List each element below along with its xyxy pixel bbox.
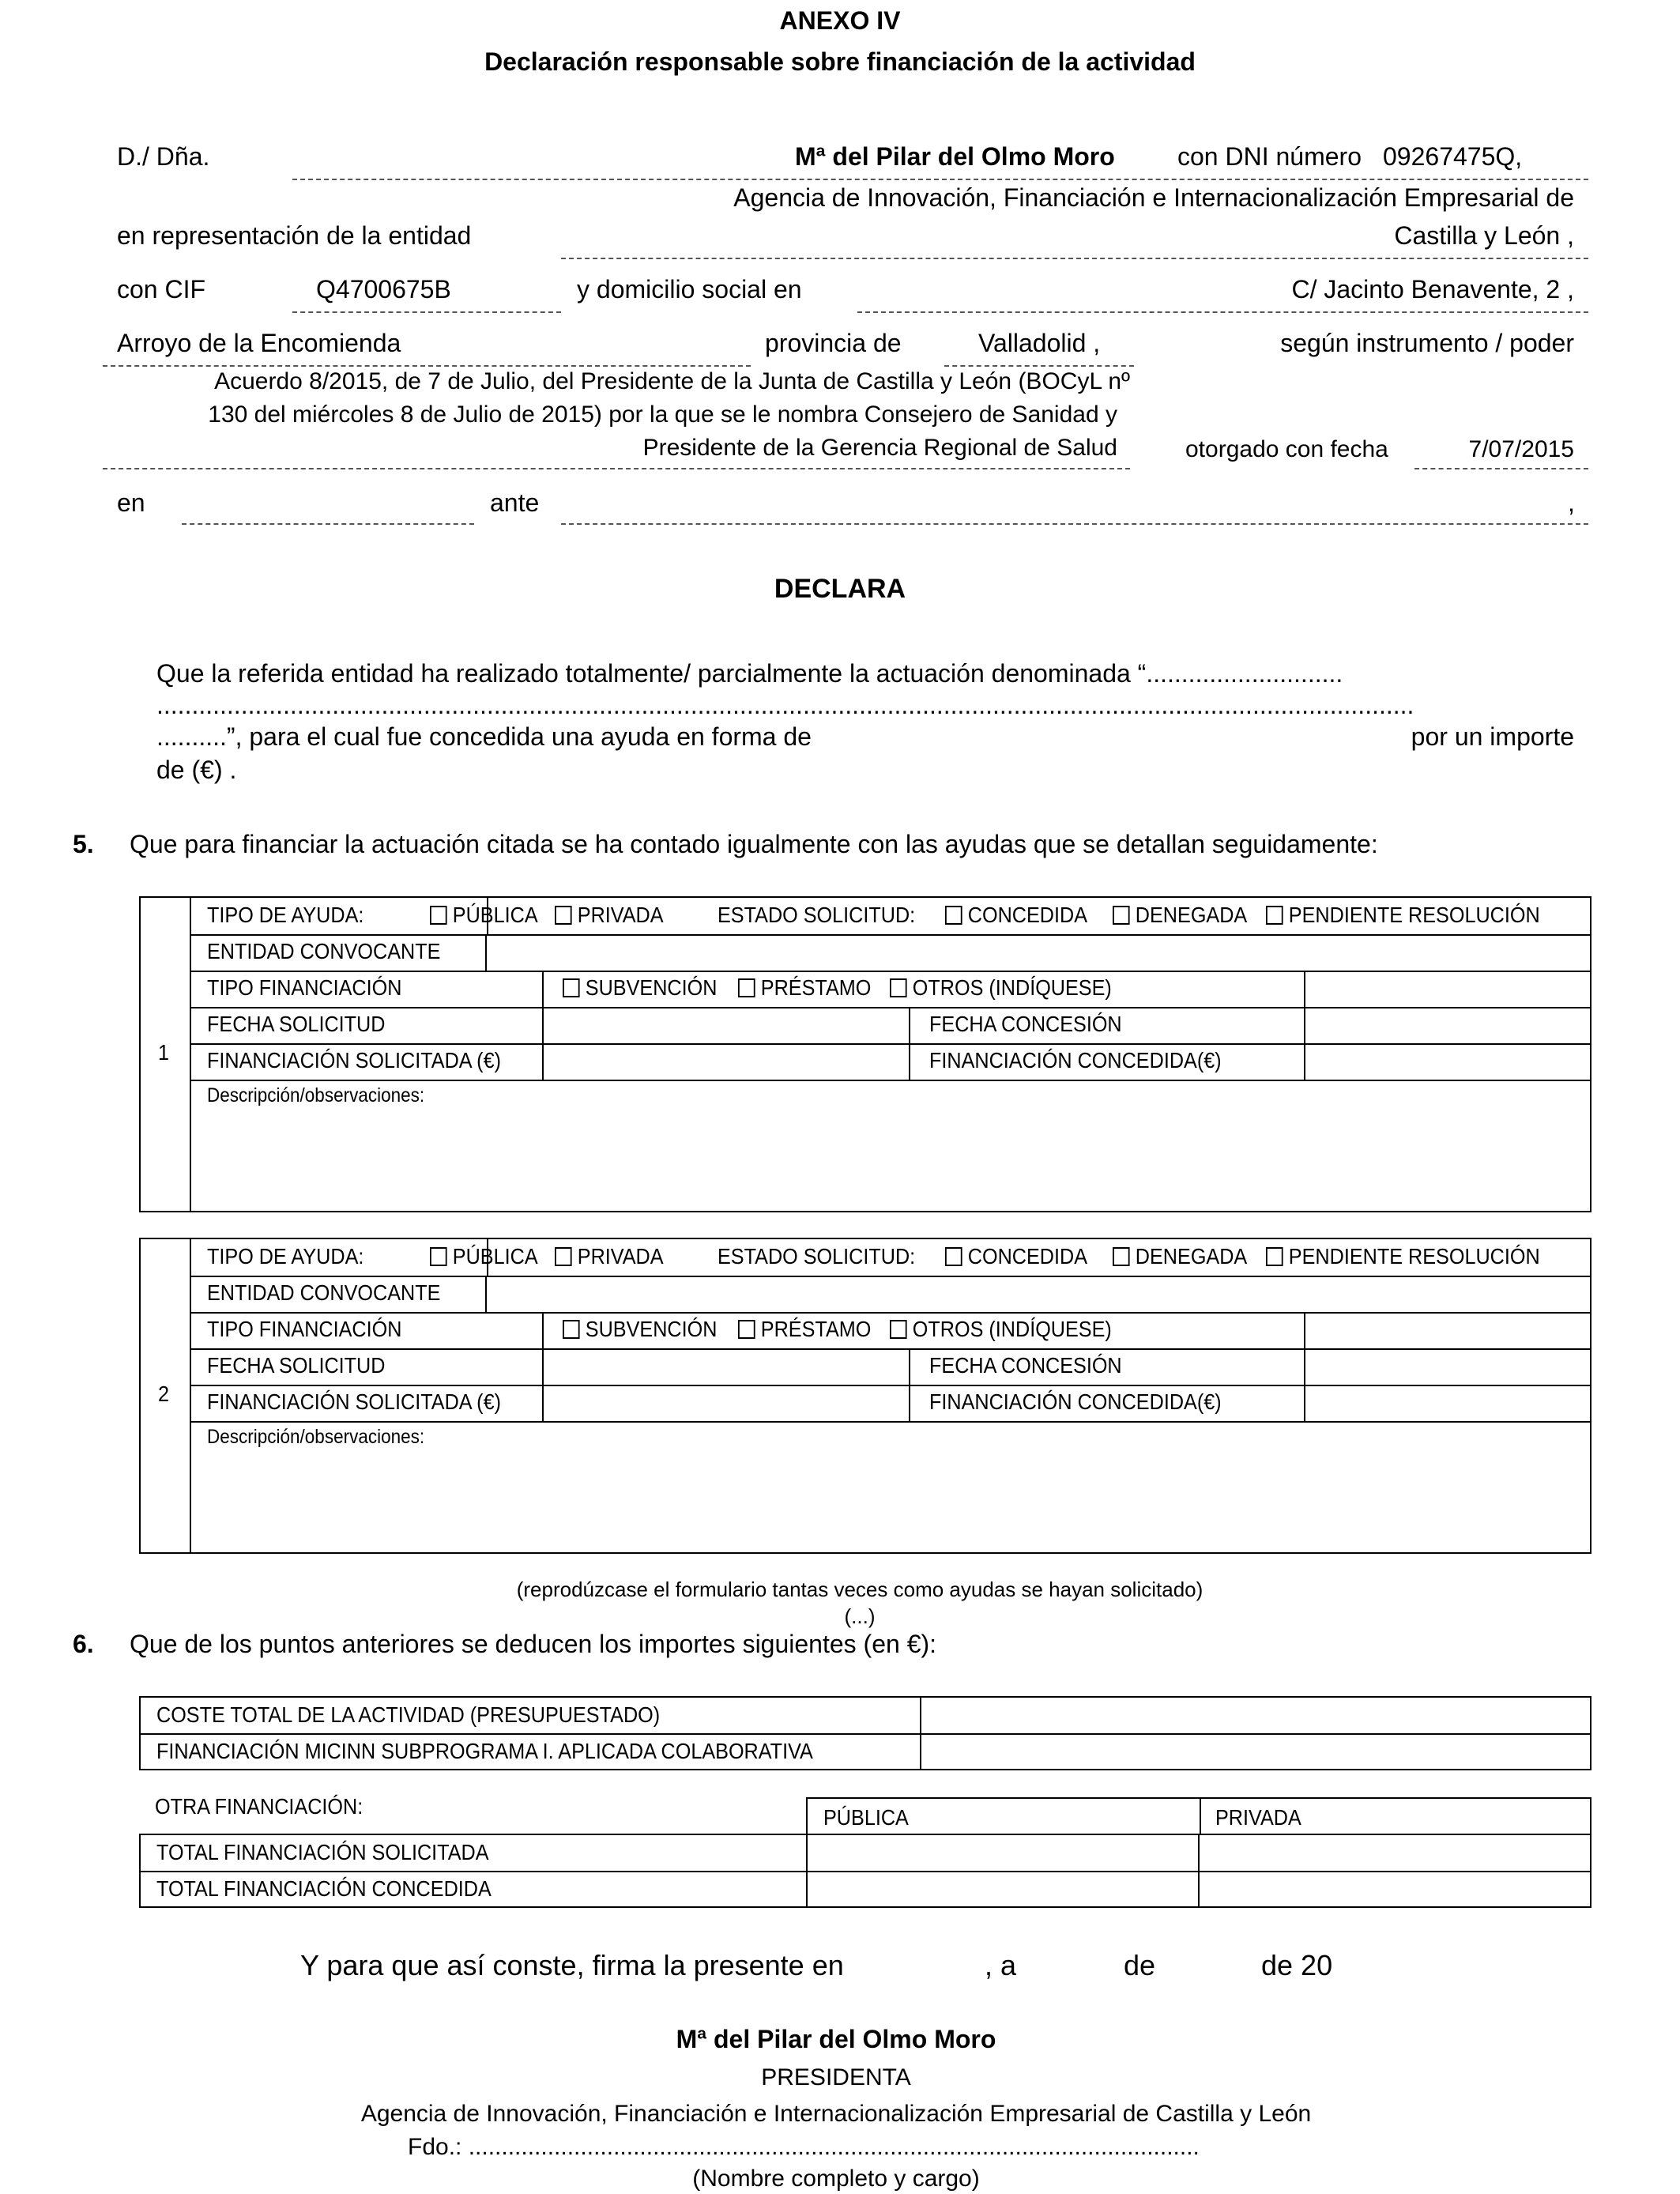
signer-role: PRESIDENTA	[761, 2064, 911, 2090]
representation-label: en representación de la entidad	[117, 221, 472, 250]
entity-name-line1: Agencia de Innovación, Financiación e Internacionalización Empresarial de	[733, 183, 1574, 212]
total-solicitada-label: TOTAL FINANCIACIÓN SOLICITADA	[156, 1840, 489, 1864]
localidad-value: Arroyo de la Encomienda	[117, 329, 401, 357]
conste-de-20: de 20	[1261, 1949, 1333, 1981]
declarant-name: Mª del Pilar del Olmo Moro	[795, 142, 1115, 171]
domicilio-value: C/ Jacinto Benavente, 2 ,	[1291, 275, 1574, 303]
provincia-label: provincia de	[765, 329, 902, 357]
en-label: en	[117, 488, 145, 517]
aid-form-1	[139, 896, 1591, 1212]
aid-form-number-1: 1	[158, 1040, 170, 1065]
denegada-option-2[interactable]: DENEGADA	[1113, 1244, 1247, 1269]
otra-financiacion-table	[139, 1834, 1591, 1908]
subvencion-option-1[interactable]: SUBVENCIÓN	[563, 975, 717, 1001]
point6-text: Que de los puntos anteriores se deducen los importes siguientes (en €):	[130, 1630, 937, 1658]
fecha-concesion-label-1: FECHA CONCESIÓN	[929, 1012, 1122, 1036]
conste-a: , a	[985, 1949, 1017, 1981]
dni-value: 09267475Q,	[1383, 142, 1523, 171]
fecha-underline	[1414, 468, 1588, 469]
fin-concedida-label-1: FINANCIACIÓN CONCEDIDA(€)	[929, 1048, 1222, 1072]
tipo-ayuda-label-2: TIPO DE AYUDA:	[207, 1244, 364, 1269]
privada-col-label: PRIVADA	[1215, 1805, 1301, 1830]
fin-solicitada-label-2: FINANCIACIÓN SOLICITADA (€)	[207, 1389, 501, 1414]
checkbox-icon[interactable]	[738, 1320, 755, 1339]
checkbox-icon[interactable]	[1113, 906, 1130, 925]
pendiente-option-1[interactable]: PENDIENTE RESOLUCIÓN	[1266, 903, 1540, 928]
checkbox-icon[interactable]	[430, 1247, 447, 1266]
aid-form-2	[139, 1238, 1591, 1554]
checkbox-icon[interactable]	[563, 1320, 580, 1339]
privada-option-2[interactable]: PRIVADA	[555, 1244, 664, 1269]
tipo-ayuda-label-1: TIPO DE AYUDA:	[207, 903, 364, 927]
document-title: Declaración responsable sobre financiación de la actividad	[484, 47, 1196, 76]
checkbox-icon[interactable]	[555, 906, 572, 925]
tipo-financiacion-label-1: TIPO FINANCIACIÓN	[207, 975, 402, 1000]
ante-comma: ,	[1568, 488, 1575, 517]
prestamo-option-2[interactable]: PRÉSTAMO	[738, 1317, 871, 1342]
entity-underline	[561, 258, 1588, 259]
otorgado-fecha: 7/07/2015	[1468, 436, 1574, 462]
estado-label-2: ESTADO SOLICITUD:	[718, 1244, 916, 1269]
coste-total-label: COSTE TOTAL DE LA ACTIVIDAD (PRESUPUESTADO)	[156, 1702, 661, 1727]
en-underline	[182, 523, 474, 525]
entidad-label-1: ENTIDAD CONVOCANTE	[207, 939, 441, 963]
fecha-solicitud-label-1: FECHA SOLICITUD	[207, 1012, 386, 1036]
declara-line3b: por un importe	[1411, 722, 1574, 751]
signer-organization: Agencia de Innovación, Financiación e Internacionalización Empresarial de Castilla y León	[360, 2101, 1312, 2127]
cif-underline	[292, 311, 561, 313]
checkbox-icon[interactable]	[890, 978, 907, 997]
checkbox-icon[interactable]	[738, 978, 755, 997]
ante-underline	[561, 523, 1588, 525]
fdo-line: Fdo.: ...............................................................................................................	[408, 2134, 1200, 2160]
domicilio-underline	[857, 311, 1588, 313]
fecha-concesion-label-2: FECHA CONCESIÓN	[929, 1353, 1122, 1378]
cif-value: Q4700675B	[316, 275, 451, 303]
estado-label-1: ESTADO SOLICITUD:	[718, 903, 916, 927]
instrumento-underline	[103, 468, 1130, 469]
pendiente-option-2[interactable]: PENDIENTE RESOLUCIÓN	[1266, 1244, 1540, 1269]
provincia-underline	[944, 365, 1134, 367]
declara-line3a: ..........”, para el cual fue concedida una ayuda en forma de	[156, 722, 812, 751]
checkbox-icon[interactable]	[563, 978, 580, 997]
localidad-underline	[103, 365, 751, 367]
publica-option-2[interactable]: PÚBLICA	[430, 1244, 538, 1269]
declara-line2: ...................................................................................................................................................................................	[156, 691, 1414, 719]
subvencion-option-2[interactable]: SUBVENCIÓN	[563, 1317, 717, 1342]
checkbox-icon[interactable]	[890, 1320, 907, 1339]
point5-text: Que para financiar la actuación citada se ha contado igualmente con las ayudas que se detallan seguidamente:	[130, 830, 1378, 858]
conste-text: Y para que así conste, firma la presente en	[300, 1949, 844, 1981]
denegada-option-1[interactable]: DENEGADA	[1113, 903, 1247, 928]
otra-financiacion-header	[806, 1797, 1591, 1834]
tipo-financiacion-label-2: TIPO FINANCIACIÓN	[207, 1317, 402, 1341]
checkbox-icon[interactable]	[1113, 1247, 1130, 1266]
aid-form-number-2: 2	[158, 1382, 170, 1406]
instrumento-line2: 130 del miércoles 8 de Julio de 2015) por la que se le nombra Consejero de Sanidad y	[208, 401, 1117, 428]
conste-de: de	[1124, 1949, 1156, 1981]
total-concedida-label: TOTAL FINANCIACIÓN CONCEDIDA	[156, 1876, 492, 1901]
entidad-label-2: ENTIDAD CONVOCANTE	[207, 1280, 441, 1305]
otorgado-label: otorgado con fecha	[1185, 436, 1388, 462]
prestamo-option-1[interactable]: PRÉSTAMO	[738, 975, 871, 1001]
checkbox-icon[interactable]	[430, 906, 447, 925]
declara-line1: Que la referida entidad ha realizado totalmente/ parcialmente la actuación denominada “............................	[156, 659, 1343, 688]
signer-name: Mª del Pilar del Olmo Moro	[676, 2025, 996, 2053]
point6-number: 6.	[73, 1630, 94, 1658]
provincia-value: Valladolid ,	[978, 329, 1101, 357]
descripcion-label-2: Descripción/observaciones:	[207, 1426, 425, 1448]
instrumento-line3: Presidente de la Gerencia Regional de Salud	[642, 435, 1117, 461]
otros-option-2[interactable]: OTROS (INDÍQUESE)	[890, 1317, 1112, 1342]
ellipsis-note: (...)	[844, 1604, 876, 1628]
checkbox-icon[interactable]	[1266, 1247, 1283, 1266]
checkbox-icon[interactable]	[945, 906, 962, 925]
otros-option-1[interactable]: OTROS (INDÍQUESE)	[890, 975, 1112, 1001]
checkbox-icon[interactable]	[1266, 906, 1283, 925]
instrumento-label: según instrumento / poder	[1280, 329, 1574, 357]
checkbox-icon[interactable]	[555, 1247, 572, 1266]
cif-label: con CIF	[117, 275, 206, 303]
d-dna-label: D./ Dña.	[117, 142, 210, 171]
concedida-option-1[interactable]: CONCEDIDA	[945, 903, 1087, 928]
ante-label: ante	[490, 488, 540, 517]
descripcion-label-1: Descripción/observaciones:	[207, 1084, 425, 1106]
privada-option-1[interactable]: PRIVADA	[555, 903, 664, 928]
point5-number: 5.	[73, 830, 94, 858]
reproduce-note: (reprodúzcase el formulario tantas veces como ayudas se hayan solicitado)	[516, 1578, 1203, 1601]
concedida-option-2[interactable]: CONCEDIDA	[945, 1244, 1087, 1269]
name-underline	[292, 179, 1588, 180]
annex-title: ANEXO IV	[779, 6, 901, 35]
instrumento-line1: Acuerdo 8/2015, de 7 de Julio, del Presidente de la Junta de Castilla y León (BOCyL nº	[214, 368, 1130, 394]
totals-table	[139, 1696, 1591, 1770]
fin-solicitada-label-1: FINANCIACIÓN SOLICITADA (€)	[207, 1048, 501, 1072]
otra-financiacion-label: OTRA FINANCIACIÓN:	[155, 1794, 363, 1819]
dni-label: con DNI número	[1177, 142, 1362, 171]
fin-concedida-label-2: FINANCIACIÓN CONCEDIDA(€)	[929, 1389, 1222, 1414]
fecha-solicitud-label-2: FECHA SOLICITUD	[207, 1353, 386, 1378]
domicilio-label: y domicilio social en	[577, 275, 802, 303]
nombre-cargo-note: (Nombre completo y cargo)	[692, 2166, 980, 2192]
declara-title: DECLARA	[774, 574, 906, 604]
publica-option-1[interactable]: PÚBLICA	[430, 903, 538, 928]
checkbox-icon[interactable]	[945, 1247, 962, 1266]
declara-line4: de (€) .	[156, 756, 237, 784]
financiacion-micinn-label: FINANCIACIÓN MICINN SUBPROGRAMA I. APLICADA COLABORATIVA	[156, 1739, 813, 1763]
publica-col-label: PÚBLICA	[823, 1805, 909, 1830]
entity-name-line2: Castilla y León ,	[1394, 221, 1574, 250]
